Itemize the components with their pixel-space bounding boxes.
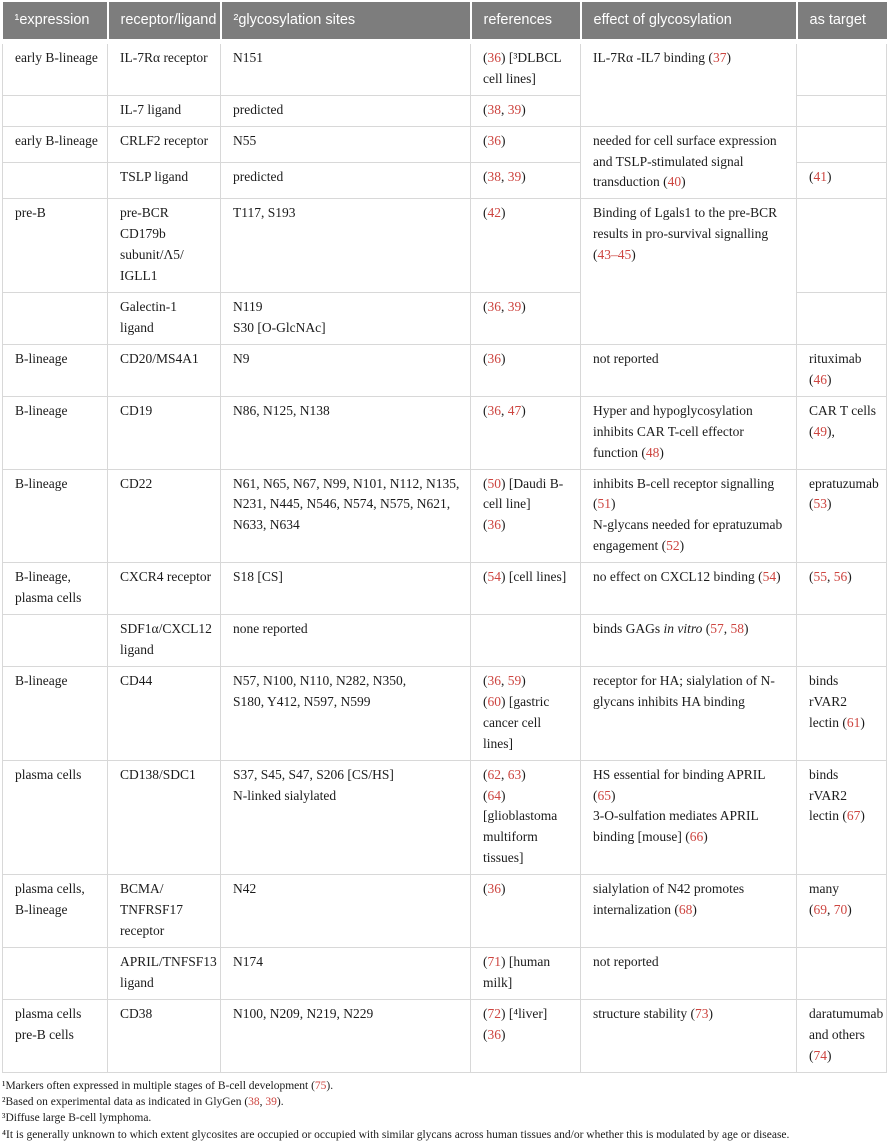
text-segment: ( [809, 569, 814, 585]
text-segment: ) [827, 168, 832, 184]
citation-ref[interactable]: 59 [507, 672, 522, 688]
table-row [3, 126, 887, 162]
citation-ref[interactable]: 38 [487, 101, 501, 117]
cell-as-target [797, 947, 887, 999]
cell-expression: early B-lineage [3, 41, 108, 95]
text-segment: , [501, 168, 508, 184]
text-segment: N-glycans needed for epratuzumab engagement ( [593, 517, 783, 554]
citation-ref[interactable]: 51 [597, 496, 611, 512]
text-segment: ) [gastric cancer cell lines] [483, 693, 550, 751]
text-segment: N119 [233, 299, 263, 315]
cell-effect [581, 875, 797, 948]
text-segment: receptor [120, 923, 165, 939]
glycosylation-table [2, 2, 887, 1073]
text-segment: ( [483, 205, 488, 221]
table-row [3, 396, 887, 469]
text-segment: sialylation of N42 promotes internalization ( [593, 881, 745, 918]
cell-receptor-ligand: CD44 [108, 666, 221, 760]
cell-receptor-ligand: APRIL/TNFSF13 ligand [108, 947, 221, 999]
text-segment: ( [483, 953, 488, 969]
cell-glyco-sites [221, 760, 471, 875]
text-segment: and others [809, 1026, 865, 1042]
cell-glyco-sites: predicted [221, 95, 471, 126]
cell-glyco-sites: N55 [221, 126, 471, 162]
cell-expression [3, 999, 108, 1072]
text-segment: BCMA/ [120, 881, 164, 897]
cell-as-target [797, 563, 887, 615]
text-segment: ) [659, 444, 664, 460]
text-segment: ) [521, 672, 526, 688]
text-segment: ) [679, 538, 685, 554]
cell-glyco-sites: N174 [221, 947, 471, 999]
citation-ref[interactable]: 74 [813, 1047, 827, 1063]
cell-expression: B-lineage, plasma cells [3, 563, 108, 615]
citation-ref[interactable]: 39 [507, 101, 522, 117]
cell-references [471, 162, 581, 198]
cell-receptor-ligand [108, 875, 221, 948]
citation-ref[interactable]: 38 [248, 1095, 260, 1108]
citation-ref[interactable]: 43–45 [597, 247, 632, 263]
cell-as-target [797, 615, 887, 667]
citation-ref[interactable]: 36 [487, 517, 501, 533]
text-segment: ). [276, 1095, 284, 1108]
cell-effect: not reported [581, 947, 797, 999]
citation-ref[interactable]: 64 [487, 787, 501, 803]
table-row [3, 615, 887, 667]
cell-references [471, 760, 581, 875]
cell-receptor-ligand: CXCR4 receptor [108, 563, 221, 615]
cell-references [471, 875, 581, 948]
text-segment: ) [521, 299, 526, 315]
cell-as-target [797, 999, 887, 1072]
cell-expression: early B-lineage [3, 126, 108, 162]
text-segment: ) [847, 569, 852, 585]
text-segment: ) [501, 1026, 506, 1042]
text-segment: ) [860, 808, 865, 824]
cell-references [471, 396, 581, 469]
citation-ref[interactable]: 66 [689, 829, 704, 845]
cell-effect [581, 615, 797, 667]
text-segment: rituximab ( [809, 350, 862, 387]
text-segment: ) [521, 168, 526, 184]
text-segment: ( [702, 621, 711, 637]
text-segment: ) [501, 517, 506, 533]
citation-ref[interactable]: 40 [667, 174, 682, 190]
text-segment: ( [483, 881, 488, 897]
table-row [3, 760, 887, 875]
text-segment: ) [611, 496, 616, 512]
footnote-1 [2, 1078, 886, 1094]
text-segment: ²Based on experimental data as indicated in GlyGen ( [2, 1095, 249, 1108]
cell-glyco-sites: predicted [221, 162, 471, 198]
text-segment: ), [827, 423, 835, 439]
table-row [3, 666, 887, 760]
text-segment: ( [483, 168, 488, 184]
cell-receptor-ligand: IL-7 ligand [108, 95, 221, 126]
citation-ref[interactable]: 36 [487, 672, 501, 688]
cell-effect [581, 126, 797, 199]
cell-references [471, 199, 581, 293]
cell-expression [3, 947, 108, 999]
cell-as-target [797, 875, 887, 948]
cell-glyco-sites: N9 [221, 344, 471, 396]
text-segment: ) [521, 101, 526, 117]
text-segment: ) [631, 247, 636, 263]
cell-receptor-ligand [108, 199, 221, 293]
citation-ref[interactable]: 36 [487, 299, 501, 315]
text-segment: ( [483, 402, 488, 418]
cell-effect [581, 469, 797, 563]
text-segment: ) [⁴liver] [501, 1005, 548, 1021]
citation-ref[interactable]: 70 [833, 902, 848, 918]
text-segment: S180, Y412, N597, N599 [233, 693, 371, 709]
column-header-effect: effect of glycosylation [581, 2, 797, 41]
text-segment: ( [483, 766, 488, 782]
cell-effect [581, 563, 797, 615]
cell-expression: B-lineage [3, 396, 108, 469]
footnote-3: ³Diffuse large B-cell lymphoma. [2, 1112, 152, 1125]
text-segment: , [501, 101, 508, 117]
citation-ref[interactable]: 54 [487, 569, 501, 585]
cell-as-target [797, 293, 887, 345]
text-segment: , [501, 766, 508, 782]
text-segment: ( [483, 475, 488, 491]
text-segment: ) [³DLBCL cell lines] [483, 49, 562, 86]
text-segment: IL-7Rα -IL7 binding ( [593, 49, 713, 65]
footnotes-section [0, 1073, 888, 1143]
text-segment: ) [521, 766, 526, 782]
table-row [3, 344, 887, 396]
table-row [3, 563, 887, 615]
text-segment: ( [483, 569, 488, 585]
cell-references [471, 41, 581, 95]
citation-ref[interactable]: 75 [314, 1079, 327, 1092]
text-segment: , [827, 569, 834, 585]
citation-ref[interactable]: 67 [846, 808, 861, 824]
cell-references [471, 999, 581, 1072]
text-segment: ( [483, 1026, 488, 1042]
cell-effect [581, 199, 797, 345]
citation-ref[interactable]: 37 [712, 49, 727, 65]
cell-receptor-ligand: SDF1α/CXCL12 ligand [108, 615, 221, 667]
text-segment: ) [501, 350, 506, 366]
text-segment: in vitro [663, 621, 703, 637]
citation-ref[interactable]: 36 [487, 1026, 501, 1042]
cell-glyco-sites: N100, N209, N219, N229 [221, 999, 471, 1072]
citation-ref[interactable]: 36 [487, 402, 501, 418]
text-segment: 3-O-sulfation mediates APRIL binding [mouse] ( [593, 808, 759, 845]
cell-effect [581, 999, 797, 1072]
text-segment: ) [827, 1047, 832, 1063]
text-segment: ( [483, 787, 488, 803]
text-segment: inhibits B-cell receptor signalling ( [593, 475, 775, 512]
text-segment: N57, N100, N110, N282, N350, [233, 672, 407, 688]
text-segment: ) [501, 132, 506, 148]
text-segment: subunit/Λ5/ [120, 247, 184, 263]
text-segment: , [723, 621, 731, 637]
cell-references [471, 615, 581, 667]
text-segment: ) [681, 174, 686, 190]
cell-as-target [797, 396, 887, 469]
text-segment: ( [483, 350, 488, 366]
cell-expression [3, 293, 108, 345]
cell-receptor-ligand: CD22 [108, 469, 221, 563]
text-segment: ) [501, 205, 506, 221]
text-segment: ). [326, 1079, 334, 1092]
citation-ref[interactable]: 62 [487, 766, 501, 782]
text-segment: ) [692, 902, 697, 918]
text-segment: ) [860, 714, 865, 730]
table-row [3, 875, 887, 948]
cell-glyco-sites: N61, N65, N67, N99, N101, N112, N135, N231, N445, N546, N574, N575, N621, N633, N634 [221, 469, 471, 563]
cell-expression: pre-B [3, 199, 108, 293]
cell-expression: B-lineage [3, 344, 108, 396]
header-row [3, 2, 887, 41]
column-header-receptor-ligand: receptor/ligand [108, 2, 221, 41]
text-segment: plasma cells [15, 1005, 82, 1021]
text-segment: HS essential for binding APRIL ( [593, 766, 765, 803]
text-segment: ( [809, 1047, 814, 1063]
citation-ref[interactable]: 49 [813, 423, 827, 439]
text-segment: ) [Daudi B-cell line] [483, 475, 564, 512]
text-segment: ¹Markers often expressed in multiple stages of B-cell development ( [2, 1079, 315, 1092]
cell-receptor-ligand: CD38 [108, 999, 221, 1072]
cell-as-target [797, 760, 887, 875]
text-segment: ( [483, 517, 488, 533]
text-segment: )[glioblastoma multiform tissues] [483, 787, 558, 866]
citation-ref[interactable]: 73 [694, 1005, 709, 1021]
citation-ref[interactable]: 36 [487, 350, 501, 366]
cell-glyco-sites: T117, S193 [221, 199, 471, 293]
text-segment: ) [cell lines] [501, 569, 567, 585]
cell-as-target [797, 344, 887, 396]
text-segment: ( [483, 101, 488, 117]
cell-references [471, 947, 581, 999]
citation-ref[interactable]: 69 [813, 902, 827, 918]
citation-ref[interactable]: 57 [710, 621, 724, 637]
cell-references [471, 666, 581, 760]
text-segment: ( [483, 1005, 488, 1021]
text-segment: ( [809, 423, 814, 439]
text-segment: ) [827, 496, 832, 512]
text-segment: S37, S45, S47, S206 [CS/HS] [233, 766, 394, 782]
text-segment: binds rVAR2 lectin ( [809, 766, 848, 824]
cell-references [471, 344, 581, 396]
cell-receptor-ligand: IL-7Rα receptor [108, 41, 221, 95]
cell-expression: B-lineage [3, 469, 108, 563]
text-segment: pre-BCR CD179b [120, 205, 169, 242]
text-segment: ( [483, 299, 488, 315]
cell-effect [581, 396, 797, 469]
citation-ref[interactable]: 36 [487, 132, 501, 148]
footnote-2 [2, 1094, 886, 1110]
cell-glyco-sites: N42 [221, 875, 471, 948]
cell-glyco-sites: none reported [221, 615, 471, 667]
cell-receptor-ligand: CD19 [108, 396, 221, 469]
cell-glyco-sites: N86, N125, N138 [221, 396, 471, 469]
text-segment: ) [726, 49, 731, 65]
text-segment: , [501, 402, 508, 418]
citation-ref[interactable]: 68 [678, 902, 693, 918]
cell-references [471, 293, 581, 345]
citation-ref[interactable]: 39 [265, 1095, 277, 1108]
cell-effect [581, 41, 797, 126]
text-segment: epratuzumab [809, 475, 879, 491]
cell-references [471, 469, 581, 563]
column-header-expression: ¹expression [3, 2, 108, 41]
cell-as-target [797, 41, 887, 95]
text-segment: S30 [O-GlcNAc] [233, 319, 326, 335]
text-segment: needed for cell surface expression and TSLP-stimulated signal transduction ( [593, 132, 777, 190]
text-segment: ) [708, 1005, 713, 1021]
citation-ref[interactable]: 41 [813, 168, 827, 184]
citation-ref[interactable]: 56 [833, 569, 848, 585]
text-segment: daratumumab [809, 1005, 884, 1021]
text-segment: TNFRSF17 [120, 902, 184, 918]
text-segment: , [501, 299, 508, 315]
cell-effect [581, 760, 797, 875]
cell-references [471, 95, 581, 126]
citation-ref[interactable]: 53 [813, 496, 827, 512]
text-segment: ) [521, 402, 526, 418]
citation-ref[interactable]: 46 [813, 371, 827, 387]
cell-effect: not reported [581, 344, 797, 396]
column-header-as-target: as target [797, 2, 887, 41]
text-segment: Binding of Lgals1 to the pre-BCR results in pro-survival signalling ( [593, 205, 778, 263]
text-segment: ( [483, 672, 488, 688]
cell-receptor-ligand: TSLP ligand [108, 162, 221, 198]
cell-expression: plasma cells, B-lineage [3, 875, 108, 948]
text-segment: N-linked sialylated [233, 787, 337, 803]
citation-ref[interactable]: 42 [487, 205, 501, 221]
cell-as-target [797, 95, 887, 126]
table-row [3, 999, 887, 1072]
text-segment: , [501, 672, 508, 688]
cell-as-target [797, 469, 887, 563]
cell-references [471, 563, 581, 615]
text-segment: pre-B cells [15, 1026, 74, 1042]
table-row [3, 41, 887, 95]
footnote-4: ⁴It is generally unknown to which extent glycosites are occupied or occupied with similar glycans across human tissues and/or whether this is modulated by age or disease. [2, 1128, 790, 1141]
text-segment: IGLL1 [120, 268, 158, 284]
cell-receptor-ligand: Galectin-1 ligand [108, 293, 221, 345]
cell-expression [3, 95, 108, 126]
cell-as-target [797, 162, 887, 198]
cell-effect: receptor for HA; sialylation of N-glycans inhibits HA binding [581, 666, 797, 760]
citation-ref[interactable]: 61 [846, 714, 861, 730]
text-segment: ) [744, 621, 749, 637]
text-segment: ( [483, 49, 488, 65]
citation-ref[interactable]: 36 [487, 881, 501, 897]
citation-ref[interactable]: 63 [507, 766, 522, 782]
column-header-references: references [471, 2, 581, 41]
citation-ref[interactable]: 36 [487, 49, 501, 65]
citation-ref[interactable]: 55 [813, 569, 827, 585]
cell-expression: plasma cells [3, 760, 108, 875]
text-segment: , [259, 1095, 266, 1108]
cell-glyco-sites [221, 293, 471, 345]
cell-references [471, 126, 581, 162]
text-segment: ( [809, 168, 814, 184]
text-segment: ) [611, 787, 616, 803]
text-segment: ( [483, 693, 488, 709]
cell-receptor-ligand: CD138/SDC1 [108, 760, 221, 875]
text-segment: ( [809, 496, 814, 512]
text-segment: structure stability ( [593, 1005, 695, 1021]
text-segment: many [809, 881, 839, 897]
cell-expression [3, 615, 108, 667]
cell-glyco-sites [221, 666, 471, 760]
citation-ref[interactable]: 71 [487, 953, 501, 969]
table-row [3, 947, 887, 999]
text-segment: ) [703, 829, 708, 845]
text-segment: ( [809, 902, 814, 918]
text-segment: CAR T cells [809, 402, 877, 418]
cell-expression: B-lineage [3, 666, 108, 760]
citation-ref[interactable]: 39 [507, 299, 522, 315]
citation-ref[interactable]: 39 [507, 168, 522, 184]
citation-ref[interactable]: 54 [762, 569, 777, 585]
text-segment: ) [847, 902, 852, 918]
citation-ref[interactable]: 48 [645, 444, 660, 460]
citation-ref[interactable]: 65 [597, 787, 611, 803]
citation-ref[interactable]: 60 [487, 693, 501, 709]
cell-as-target [797, 126, 887, 162]
text-segment: binds rVAR2 lectin ( [809, 672, 848, 730]
text-segment: binds GAGs [593, 621, 664, 637]
citation-ref[interactable]: 47 [507, 402, 522, 418]
text-segment: ) [501, 881, 506, 897]
text-segment: ) [776, 569, 781, 585]
cell-as-target [797, 666, 887, 760]
table-row [3, 199, 887, 293]
cell-glyco-sites: N151 [221, 41, 471, 95]
citation-ref[interactable]: 58 [730, 621, 745, 637]
citation-ref[interactable]: 38 [487, 168, 501, 184]
cell-expression [3, 162, 108, 198]
citation-ref[interactable]: 50 [487, 475, 501, 491]
text-segment: , [827, 902, 834, 918]
cell-receptor-ligand: CRLF2 receptor [108, 126, 221, 162]
cell-receptor-ligand: CD20/MS4A1 [108, 344, 221, 396]
cell-as-target [797, 199, 887, 293]
text-segment: ) [827, 371, 832, 387]
text-segment: no effect on CXCL12 binding ( [593, 569, 763, 585]
text-segment: Hyper and hypoglycosylation inhibits CAR T-cell effector function ( [593, 402, 753, 460]
cell-glyco-sites: S18 [CS] [221, 563, 471, 615]
citation-ref[interactable]: 52 [666, 538, 680, 554]
column-header-glycosylation-sites: ²glycosylation sites [221, 2, 471, 41]
table-row [3, 469, 887, 563]
text-segment: ) [human milk] [483, 953, 551, 990]
citation-ref[interactable]: 72 [487, 1005, 501, 1021]
text-segment: ( [483, 132, 488, 148]
